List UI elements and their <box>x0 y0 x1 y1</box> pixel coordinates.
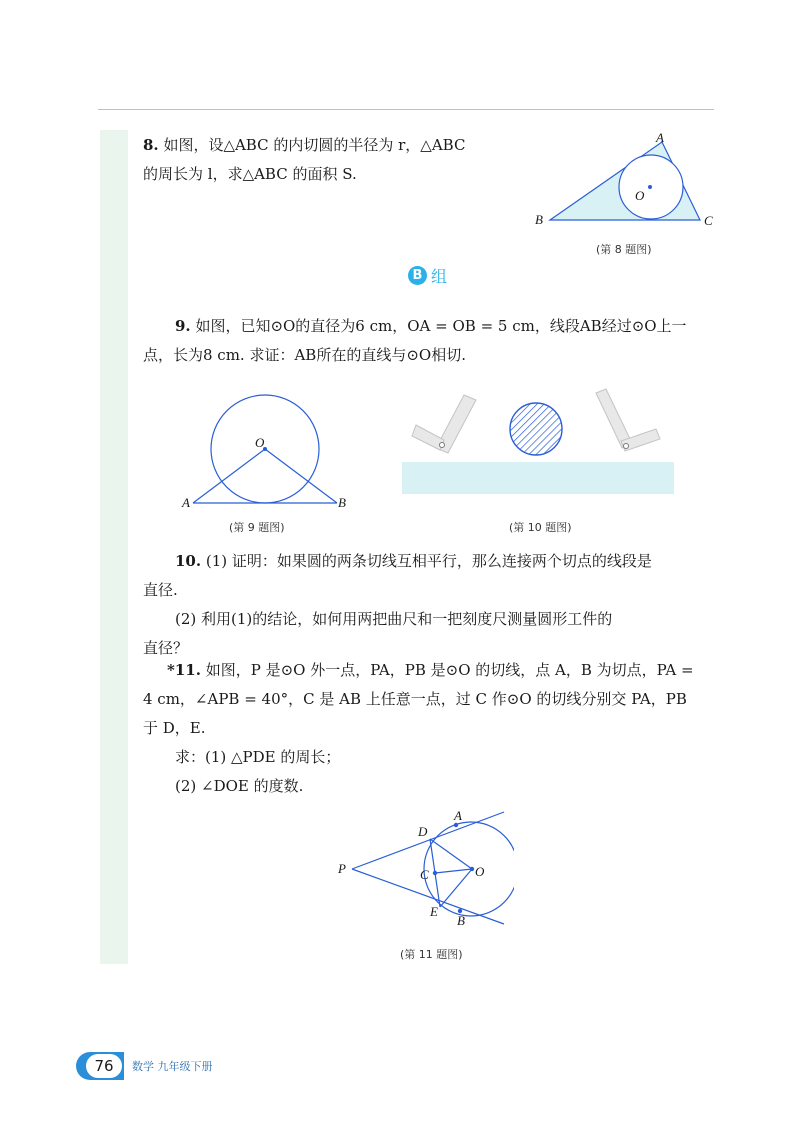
problem-11-line-1: 如图，P 是⊙O 外一点，PA，PB 是⊙O 的切线，点 A，B 为切点，PA = <box>200 661 694 679</box>
point-c <box>433 871 437 875</box>
problem-9-line-2: 点，长为8 cm. 求证：AB所在的直线与⊙O相切. <box>143 346 466 364</box>
problem-10-line-2: 直径. <box>143 581 178 599</box>
margin-band <box>100 130 128 964</box>
label-b: B <box>338 495 346 510</box>
group-b-heading <box>408 264 447 287</box>
group-b-badge: B <box>408 266 427 285</box>
label-p: P <box>338 861 346 876</box>
tangent-pa <box>352 812 504 869</box>
segment-co <box>435 869 472 873</box>
problem-9-line-1: 如图，已知⊙O的直径为6 cm，OA = OB = 5 cm，线段AB经过⊙O上一 <box>190 317 687 335</box>
figure-8 <box>528 128 718 238</box>
problem-9-text <box>143 312 723 370</box>
label-a: A <box>656 130 664 145</box>
label-a: A <box>182 495 190 510</box>
label-o: O <box>255 435 265 450</box>
label-o: O <box>475 864 485 879</box>
problem-10-line-4: 直径？ <box>143 639 189 657</box>
problem-10-line-1: (1) 证明：如果圆的两条切线互相平行，那么连接两个切点的线段是 <box>201 552 652 570</box>
problem-11-text <box>143 656 723 801</box>
problem-10-line-3: (2) 利用(1)的结论，如何用两把曲尺和一把刻度尺测量圆形工件的 <box>175 610 613 628</box>
label-b: B <box>535 212 543 227</box>
problem-8-line-2: 的周长为 l，求△ABC 的面积 S. <box>143 165 357 183</box>
label-d: D <box>418 824 428 839</box>
figure-11 <box>334 806 514 928</box>
label-b: B <box>457 913 465 928</box>
figure-9-caption: (第 9 题图) <box>229 521 285 534</box>
left-square-ruler <box>412 395 476 453</box>
ruler-strip <box>402 462 674 494</box>
group-b-text: 组 <box>431 267 448 286</box>
label-c: C <box>420 867 429 882</box>
page-number: 76 <box>86 1054 122 1078</box>
point-o <box>470 867 474 871</box>
label-e: E <box>430 904 438 919</box>
problem-8-text <box>143 131 533 189</box>
problem-9-number: 9. <box>175 317 191 335</box>
problem-11-line-5: (2) ∠DOE 的度数. <box>175 777 304 795</box>
problem-8-line-1: 如图，设△ABC 的内切圆的半径为 r，△ABC <box>158 136 466 154</box>
page-footer <box>76 1052 213 1080</box>
book-title: 数学 九年级下册 <box>132 1060 213 1073</box>
problem-11-number: *11. <box>167 661 201 679</box>
segment-eo <box>440 869 472 907</box>
page-number-tab <box>76 1052 124 1080</box>
figure-8-caption: (第 8 题图) <box>596 243 652 256</box>
problem-10-number: 10. <box>175 552 202 570</box>
label-c: C <box>704 213 713 228</box>
segment-ob <box>265 449 337 503</box>
problem-11-line-2: 4 cm，∠APB = 40°，C 是 AB 上任意一点，过 C 作⊙O 的切线分别交 PA，PB <box>143 690 687 708</box>
center-point <box>648 185 652 189</box>
label-a: A <box>454 808 462 823</box>
point-a <box>454 823 458 827</box>
problem-8-number: 8. <box>143 136 159 154</box>
segment-oa <box>193 449 265 503</box>
problem-11-line-4: 求：(1) △PDE 的周长； <box>175 748 341 766</box>
figure-9 <box>175 390 355 515</box>
segment-do <box>430 839 472 869</box>
label-o: O <box>635 188 645 203</box>
problem-10-text <box>143 547 723 663</box>
figure-10-caption: (第 10 题图) <box>509 521 572 534</box>
figure-10 <box>400 385 676 497</box>
header-rule <box>98 109 714 110</box>
problem-11-line-3: 于 D，E. <box>143 719 206 737</box>
right-square-ruler <box>596 389 660 451</box>
round-workpiece <box>510 403 562 455</box>
figure-11-caption: (第 11 题图) <box>400 948 463 961</box>
